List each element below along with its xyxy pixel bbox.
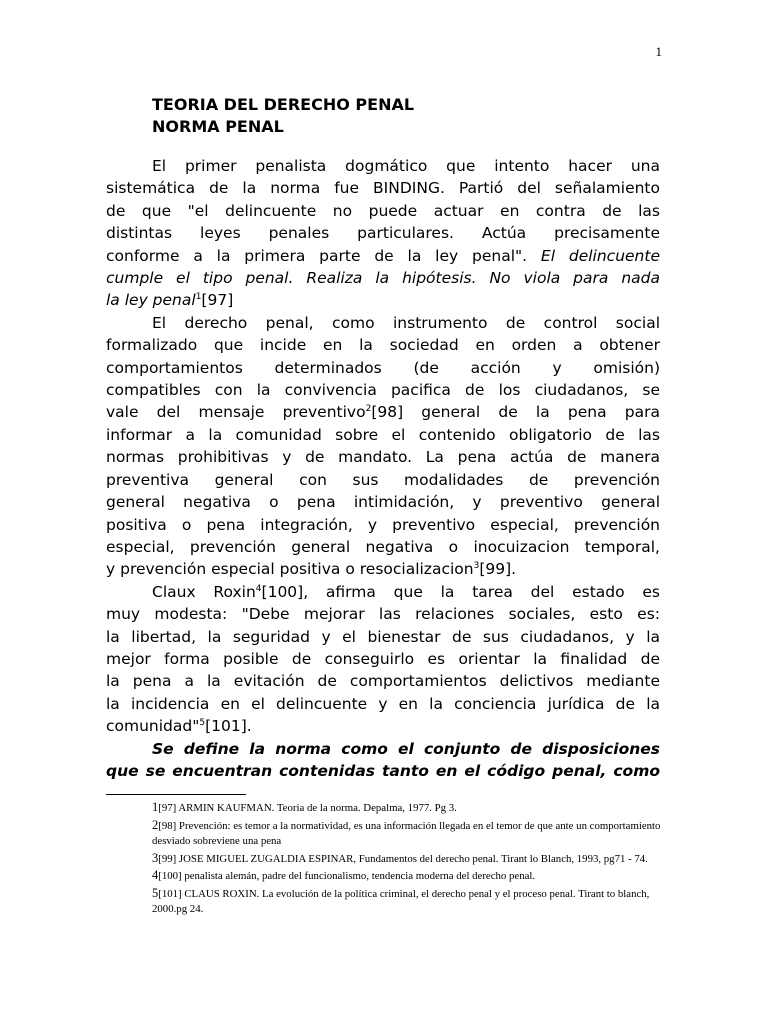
body-line: distintas leyes penales particulares. Actúa precisamente bbox=[106, 224, 660, 243]
body-line: preventiva general con sus modalidades de prevención bbox=[106, 470, 660, 489]
body-text-segment: Claux Roxin bbox=[152, 582, 256, 601]
footnote-text: [101] CLAUS ROXIN. La evolución de la política criminal, el derecho penal y el proceso penal. Tirant to blanch, 2000.pg 24. bbox=[152, 887, 650, 915]
footnote-ref[interactable]: 3 bbox=[473, 561, 480, 572]
body-text bbox=[106, 155, 660, 782]
body-line: muy modesta: "Debe mejorar las relaciones sociales, esto es: bbox=[106, 605, 660, 624]
body-line: que se encuentran contenidas tanto en el código penal, como bbox=[106, 761, 660, 780]
document-title: TEORIA DEL DERECHO PENAL bbox=[152, 95, 415, 114]
footnote-ref[interactable]: 1 bbox=[195, 292, 202, 303]
footnote-text: [98] Prevención: es temor a la normatividad, es una información llegada en el temor de que ante un comportamiento desviado sobreviene una pena bbox=[152, 819, 661, 847]
body-line: sistemática de la norma fue BINDING. Partió del señalamiento bbox=[106, 179, 660, 198]
body-line: especial, prevención general negativa o inocuizacion temporal, bbox=[106, 537, 660, 556]
footnote-number: 1 bbox=[152, 800, 159, 814]
body-line bbox=[106, 581, 660, 603]
footnote-text: [97] ARMIN KAUFMAN. Teoria de la norma. Depalma, 1977. Pg 3. bbox=[158, 802, 457, 814]
footnote-number: 4 bbox=[152, 868, 159, 882]
footnote-number: 5 bbox=[152, 885, 159, 900]
body-line bbox=[106, 558, 660, 580]
body-text-segment: [98] general de la pena para bbox=[371, 403, 660, 422]
heading-block bbox=[152, 94, 414, 138]
body-line: formalizado que incide en la sociedad en orden a obtener bbox=[106, 336, 660, 355]
footnote-ref[interactable]: 4 bbox=[255, 583, 262, 594]
body-line: cumple el tipo penal. Realiza la hipótesis. No viola para nada bbox=[106, 269, 660, 288]
body-line: general negativa o pena intimidación, y preventivo general bbox=[106, 493, 660, 512]
body-line bbox=[106, 715, 660, 737]
footnote bbox=[152, 851, 672, 868]
footnote bbox=[152, 886, 672, 918]
body-line: la incidencia en el delincuente y en la conciencia jurídica de la bbox=[106, 694, 660, 713]
body-line: positiva o pena integración, y preventivo especial, prevención bbox=[106, 515, 660, 534]
footnotes bbox=[152, 800, 672, 919]
document-subtitle: NORMA PENAL bbox=[152, 117, 284, 136]
italic-text-segment: la ley penal bbox=[106, 291, 196, 310]
footnote-text: [100] penalista alemán, padre del funcionalismo, tendencia moderna del derecho penal. bbox=[158, 870, 536, 882]
footnote bbox=[152, 868, 672, 885]
body-line: la pena a la evitación de comportamientos delictivos mediante bbox=[106, 672, 660, 691]
body-text-segment: conforme a la primera parte de la ley penal". bbox=[106, 246, 541, 265]
body-line: comportamientos determinados (de acción y omisión) bbox=[106, 358, 660, 377]
citation: [97] bbox=[201, 291, 234, 310]
footnote bbox=[152, 818, 672, 850]
body-text-segment: [100], afirma que la tarea del estado es bbox=[261, 582, 660, 601]
body-line bbox=[106, 401, 660, 423]
body-line: El derecho penal, como instrumento de control social bbox=[152, 313, 660, 332]
body-line: normas prohibitivas y de mandato. La pena actúa de manera bbox=[106, 448, 660, 467]
footnote-ref[interactable]: 5 bbox=[199, 718, 206, 729]
footnote-text: [99] JOSE MIGUEL ZUGALDIA ESPINAR, Fundamentos del derecho penal. Tirant lo Blanch, 1993, pg71 - 74. bbox=[158, 852, 648, 865]
body-line bbox=[106, 245, 660, 267]
footnote bbox=[152, 800, 672, 817]
body-line: Se define la norma como el conjunto de disposiciones bbox=[152, 739, 660, 758]
body-line: la libertad, la seguridad y el bienestar de sus ciudadanos, y la bbox=[106, 627, 660, 646]
footnote-number: 2 bbox=[152, 817, 159, 832]
body-text-segment: comunidad" bbox=[106, 717, 200, 736]
body-line: El primer penalista dogmático que intento hacer una bbox=[152, 157, 660, 175]
body-line: mejor forma posible de conseguirlo es orientar la finalidad de bbox=[106, 649, 660, 668]
footnote-divider bbox=[106, 794, 246, 795]
page-number: 1 bbox=[655, 44, 662, 59]
body-line: compatibles con la convivencia pacifica de los ciudadanos, se bbox=[106, 381, 660, 400]
footnote-number: 3 bbox=[152, 850, 159, 865]
body-text-segment: y prevención especial positiva o resocializacion bbox=[106, 560, 474, 579]
body-line bbox=[106, 289, 660, 311]
footnote-ref[interactable]: 2 bbox=[365, 404, 372, 415]
body-line: informar a la comunidad sobre el contenido obligatorio de las bbox=[106, 425, 660, 444]
citation: [99]. bbox=[479, 560, 517, 579]
italic-text-segment: El delincuente bbox=[540, 246, 660, 265]
body-line: de que "el delincuente no puede actuar en contra de las bbox=[106, 201, 660, 220]
citation: [101]. bbox=[205, 717, 252, 736]
body-text-segment: vale del mensaje preventivo bbox=[106, 403, 366, 422]
